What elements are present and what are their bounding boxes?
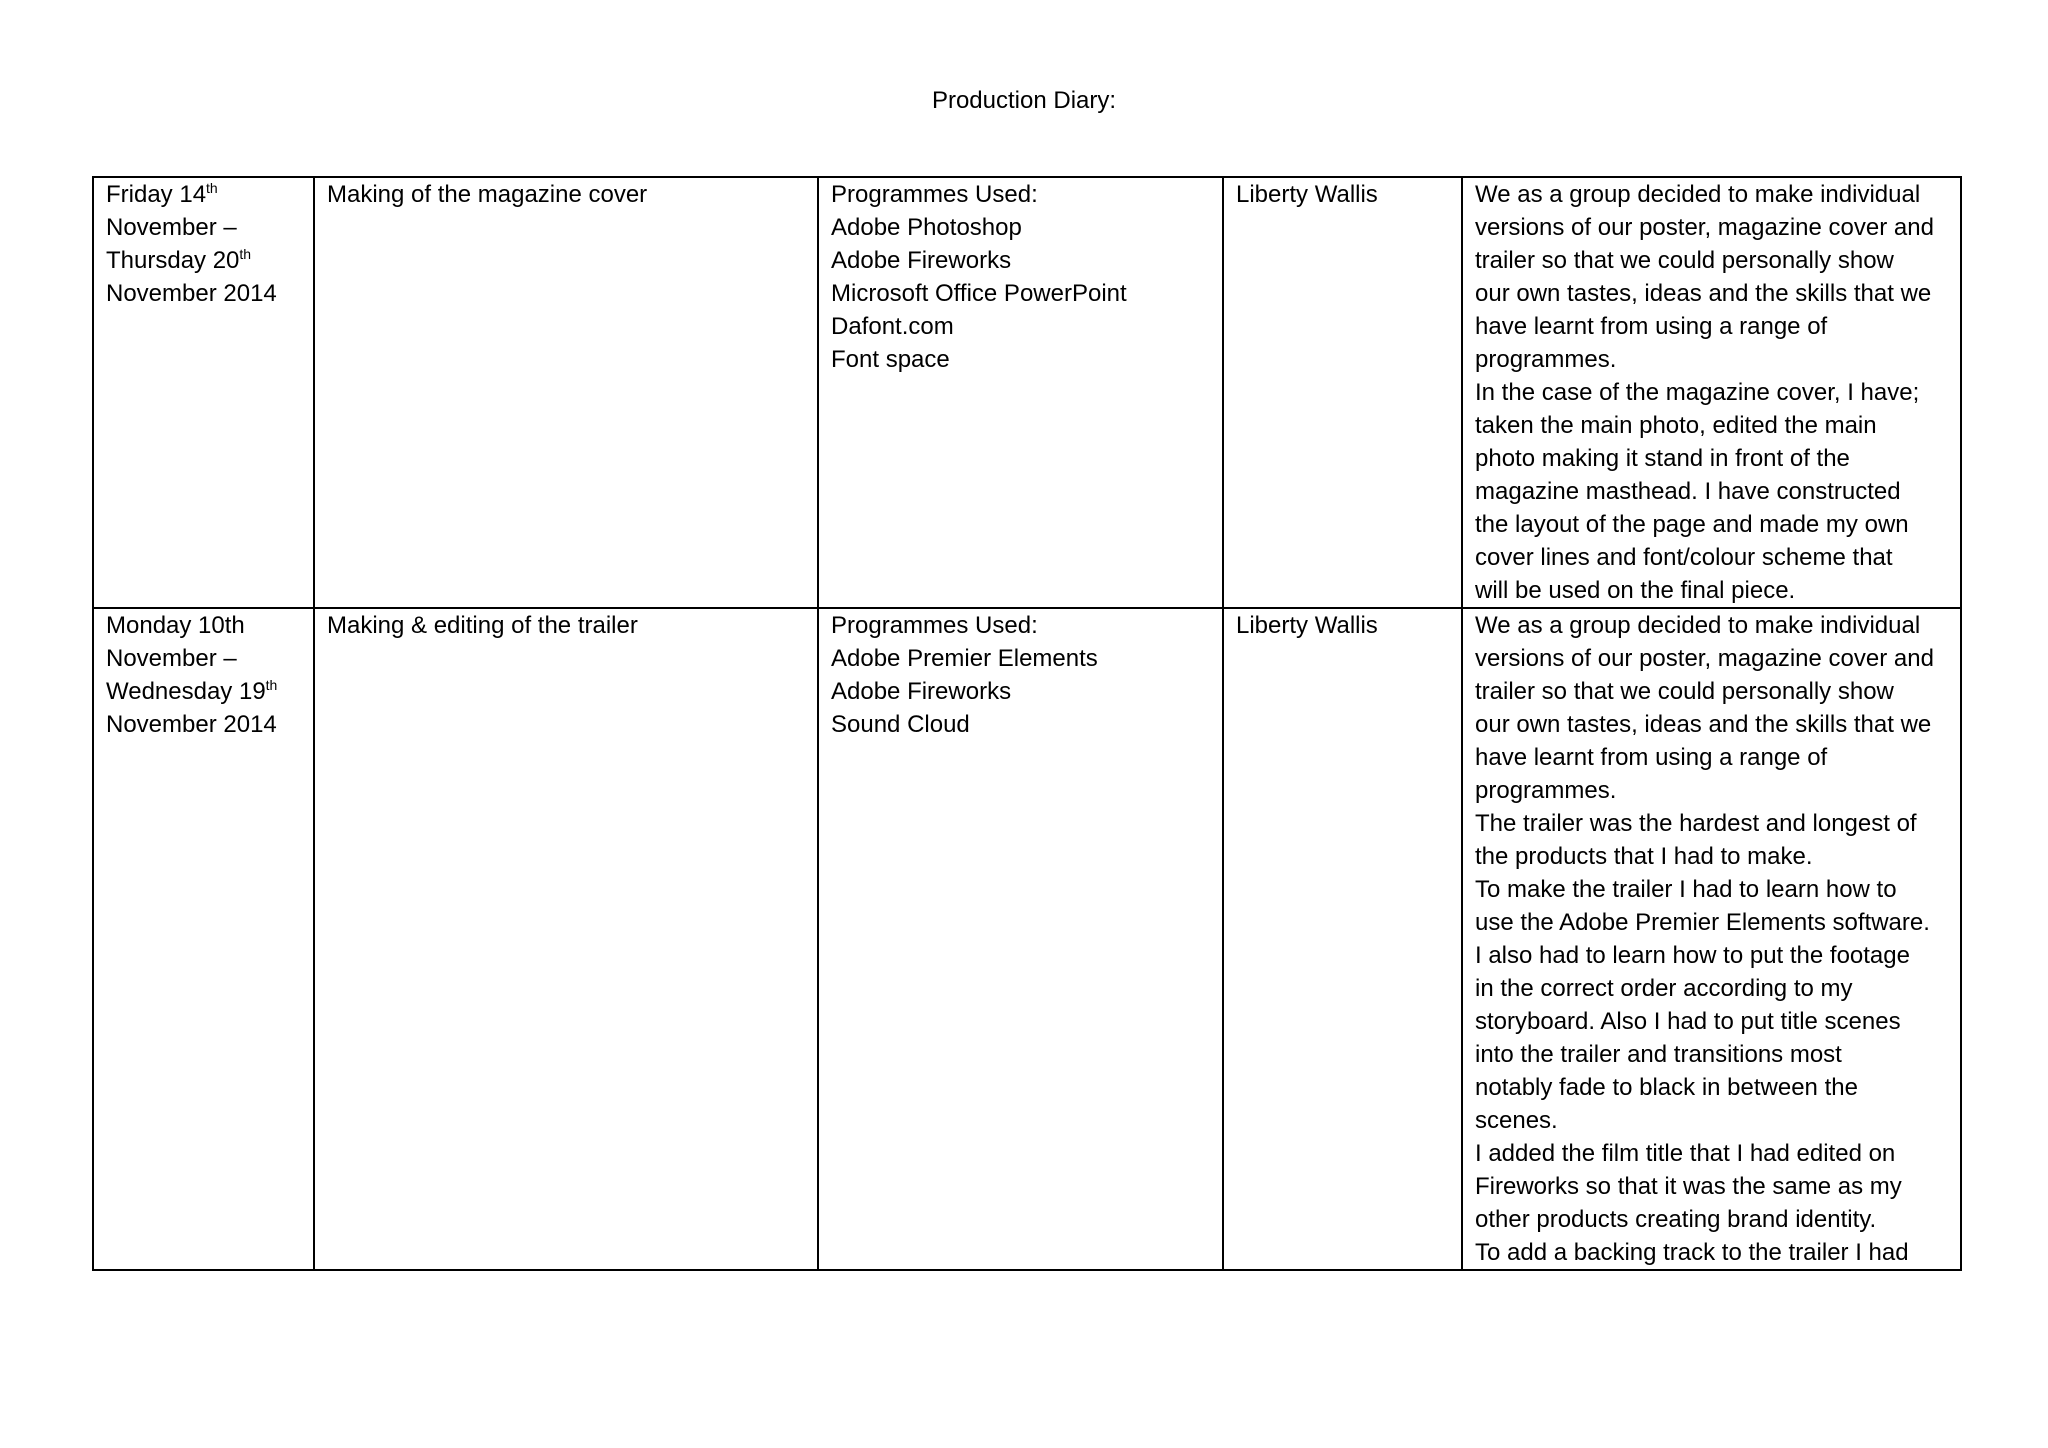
notes-line: in the correct order according to my [1475,975,1853,1002]
notes-line: have learnt from using a range of [1475,313,1828,340]
notes-line: We as a group decided to make individual [1475,181,1921,208]
programmes-heading: Programmes Used: [831,612,1038,639]
notes-line: other products creating brand identity. [1475,1206,1877,1233]
notes-line: storyboard. Also I had to put title scenes [1475,1008,1901,1035]
date-cell [93,608,314,1270]
notes-line: trailer so that we could personally show [1475,247,1894,274]
notes-line: Fireworks so that it was the same as my [1475,1173,1902,1200]
notes-line: cover lines and font/colour scheme that [1475,544,1893,571]
notes-line: the layout of the page and made my own [1475,511,1909,538]
person-cell [1223,177,1462,608]
production-diary-table [92,176,1962,1271]
notes-line: To add a backing track to the trailer I had [1475,1239,1909,1266]
date-line: November 2014 [106,280,277,307]
notes-line: I also had to learn how to put the footage [1475,942,1910,969]
notes-line: programmes. [1475,777,1617,804]
programmes-cell [818,177,1223,608]
notes-line: We as a group decided to make individual [1475,612,1921,639]
notes-line: notably fade to black in between the [1475,1074,1858,1101]
notes-line: scenes. [1475,1107,1558,1134]
notes-line: have learnt from using a range of [1475,744,1828,771]
notes-line: To make the trailer I had to learn how to [1475,876,1897,903]
notes-line: our own tastes, ideas and the skills that we [1475,711,1932,738]
person-name: Liberty Wallis [1236,612,1378,639]
notes-line: will be used on the final piece. [1475,577,1796,604]
programme-item: Dafont.com [831,313,954,340]
programme-item: Adobe Premier Elements [831,645,1098,672]
notes-line: In the case of the magazine cover, I have; [1475,379,1920,406]
date-line: Wednesday 19th [106,677,278,705]
notes-line: programmes. [1475,346,1617,373]
date-line: November 2014 [106,711,277,738]
notes-cell [1462,177,1961,608]
notes-line: trailer so that we could personally show [1475,678,1894,705]
programmes-heading: Programmes Used: [831,181,1038,208]
notes-line: the products that I had to make. [1475,843,1813,870]
programme-item: Adobe Fireworks [831,678,1012,705]
date-line: Monday 10th [106,612,245,639]
programme-item: Adobe Fireworks [831,247,1012,274]
notes-line: taken the main photo, edited the main [1475,412,1877,439]
notes-line: photo making it stand in front of the [1475,445,1850,472]
notes-line: into the trailer and transitions most [1475,1041,1842,1068]
date-line: November – [106,645,237,672]
task-cell [314,177,818,608]
programme-item: Adobe Photoshop [831,214,1022,241]
task-text: Making & editing of the trailer [327,612,638,639]
date-line: Thursday 20th [106,246,252,274]
notes-line: magazine masthead. I have constructed [1475,478,1901,505]
programmes-cell [818,608,1223,1270]
notes-line: I added the film title that I had edited on [1475,1140,1896,1167]
person-name: Liberty Wallis [1236,181,1378,208]
diary-row [93,608,1961,1270]
date-cell [93,177,314,608]
person-cell [1223,608,1462,1270]
notes-cell [1462,608,1961,1270]
notes-line: versions of our poster, magazine cover and [1475,645,1934,672]
programme-item: Font space [831,346,950,373]
date-line: Friday 14th [106,180,218,208]
notes-line: use the Adobe Premier Elements software. [1475,909,1930,936]
programme-item: Microsoft Office PowerPoint [831,280,1127,307]
diary-row [93,177,1961,608]
programme-item: Sound Cloud [831,711,970,738]
notes-line: our own tastes, ideas and the skills that we [1475,280,1932,307]
task-cell [314,608,818,1270]
notes-line: The trailer was the hardest and longest of [1475,810,1917,837]
task-text: Making of the magazine cover [327,181,648,208]
page-title: Production Diary: [931,87,1117,114]
date-line: November – [106,214,237,241]
notes-line: versions of our poster, magazine cover and [1475,214,1934,241]
